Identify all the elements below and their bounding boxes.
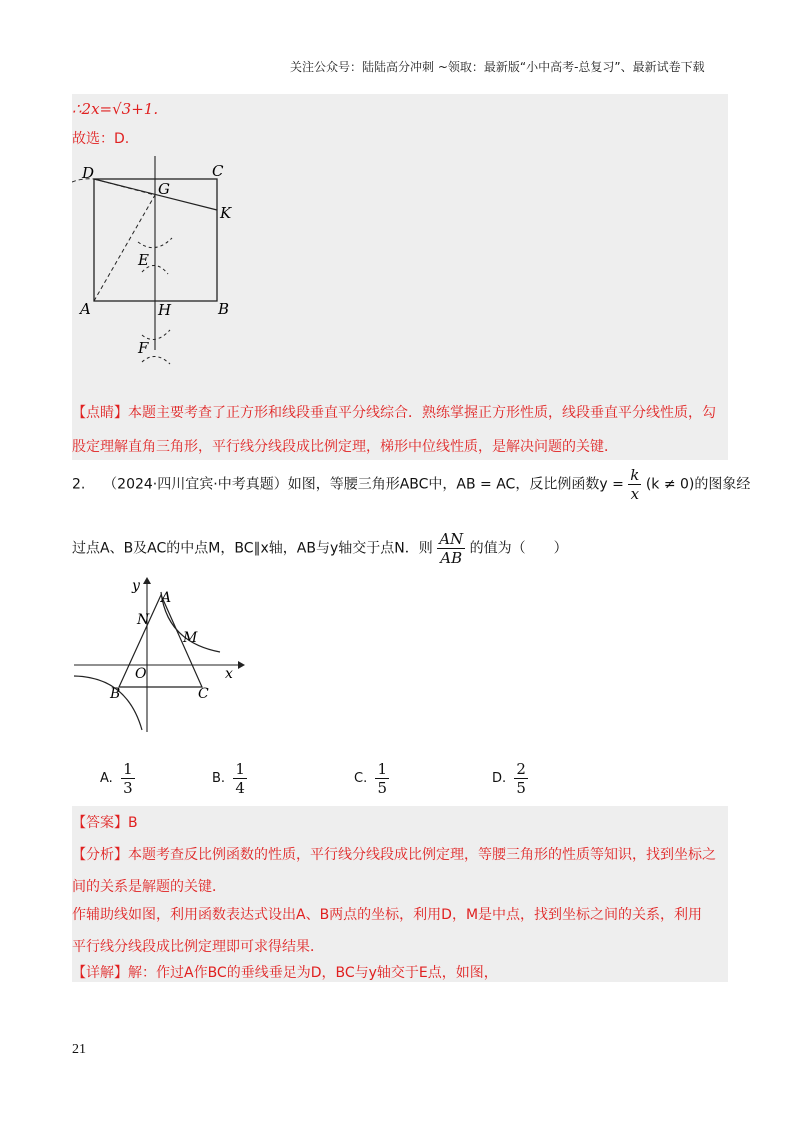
question-line2: 过点A、B及AC的中点M，BC∥x轴，AB与y轴交于点N．则 $\frac{AN}{AB}$ 的值为（ ） — [72, 530, 568, 567]
question-line1: 2. （2024·四川宜宾·中考真题）如图，等腰三角形ABC中，AB = AC，反比例函数y = $\frac{k}{x}$ (k ≠ 0)的图象经 — [72, 466, 751, 503]
label-A: A — [161, 590, 172, 606]
label-G: G — [158, 180, 170, 198]
choice-line: 故选：D. — [72, 131, 130, 147]
label-M: M — [183, 630, 198, 646]
label-D: D — [82, 164, 95, 182]
label-x: x — [225, 666, 233, 682]
option-d[interactable]: D. $\frac{2}{5}$ — [492, 760, 526, 797]
label-A: A — [80, 300, 91, 318]
curve-quadrant-3 — [74, 676, 142, 730]
label-E: E — [138, 251, 149, 269]
dianjing-line1: 【点睛】本题主要考查了正方形和线段垂直平分线综合．熟练掌握正方形性质，线段垂直平分线性质，勾 — [72, 405, 716, 421]
label-H: H — [158, 301, 172, 319]
detail-line: 【详解】解：作过A作BC的垂线垂足为D，BC与y轴交于E点，如图， — [72, 965, 498, 981]
square-figure — [72, 150, 272, 370]
option-c[interactable]: C. $\frac{1}{5}$ — [354, 760, 388, 797]
therefore-line: ∴2x=√3+1. — [72, 100, 159, 118]
label-C: C — [212, 162, 224, 180]
hyperbola-figure — [72, 572, 247, 734]
option-b[interactable]: B. $\frac{1}{4}$ — [212, 760, 245, 797]
label-N: N — [137, 612, 150, 628]
option-a[interactable]: A. $\frac{1}{3}$ — [100, 760, 133, 797]
analysis-line2: 间的关系是解题的关键． — [72, 879, 226, 895]
label-K: K — [220, 204, 232, 222]
label-B: B — [218, 300, 230, 318]
label-B: B — [110, 686, 121, 702]
analysis-line3: 作辅助线如图，利用函数表达式设出A、B两点的坐标，利用D，M是中点，找到坐标之间的关系，利用 — [72, 907, 703, 923]
page-number: 21 — [72, 1042, 86, 1057]
dashed-ag — [94, 195, 155, 301]
label-y: y — [132, 578, 140, 594]
page-header: 关注公众号：陆陆高分冲刺 ~领取：最新版“小中高考-总复习”、最新试卷下载 — [290, 60, 705, 74]
answer-line: 【答案】B — [72, 815, 138, 831]
label-O: O — [135, 666, 147, 682]
analysis-line1: 【分析】本题考查反比例函数的性质，平行线分线段成比例定理，等腰三角形的性质等知识，找到坐标之 — [72, 847, 716, 863]
label-C: C — [198, 686, 209, 702]
dianjing-line2: 股定理解直角三角形，平行线分线段成比例定理，梯形中位线性质，是解决问题的关键． — [72, 439, 618, 455]
analysis-line4: 平行线分线段成比例定理即可求得结果． — [72, 939, 324, 955]
label-F: F — [138, 339, 149, 357]
